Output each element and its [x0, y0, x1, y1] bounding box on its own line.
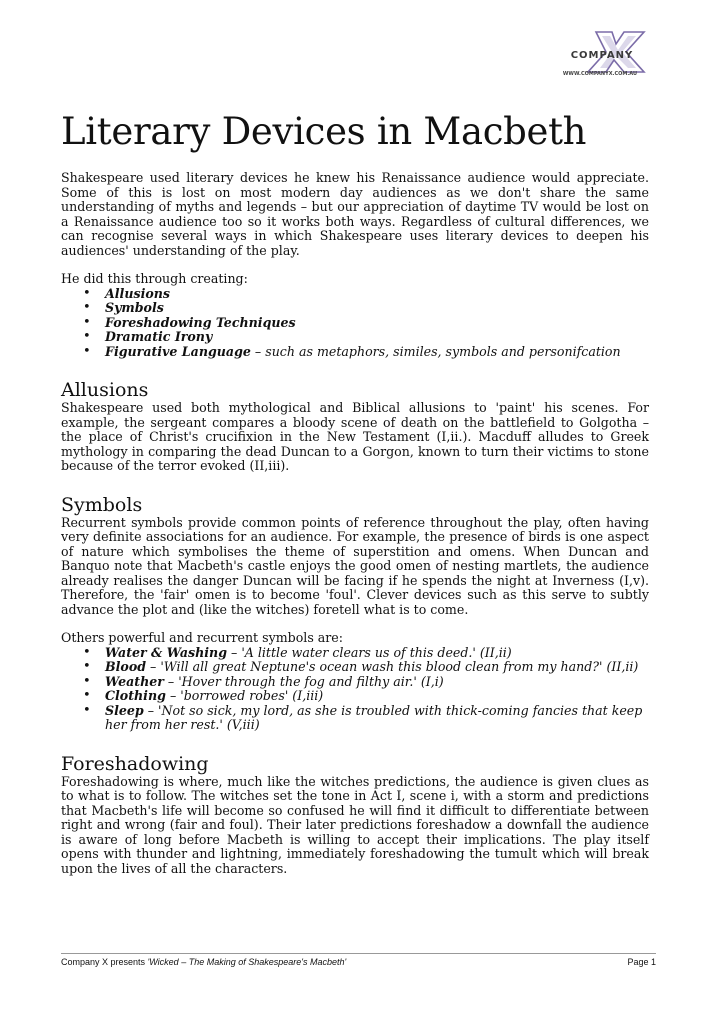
footer-credit: Company X presents 'Wicked – The Making of Shakespeare's Macbeth'	[61, 957, 347, 967]
foreshadowing-paragraph: Foreshadowing is where, much like the witches predictions, the audience is given clues as to what is to follow. The witches set the tone in Act I, scene i, with a storm and predictions that Macbeth's life will become so confused he will find it difficult to differentiate between right and wrong (fair and foul). Their later predictions foreshadow a downfall the audience is aware of long before Macbeth is willing to accept their implications. The play itself opens with thunder and lightning, immediately foreshadowing the tumult which will break upon the lives of all the characters.	[61, 773, 649, 876]
list-item: • Blood – 'Will all great Neptune's ocean wash this blood clean from my hand?' (II,ii)	[105, 660, 649, 675]
page-footer	[61, 953, 656, 967]
document-body	[61, 110, 649, 876]
footer-work-title: 'Wicked – The Making of Shakespeare's Macbeth'	[147, 957, 347, 967]
logo-url: WWW.COMPANYX.COM.AU	[562, 71, 638, 77]
foreshadowing-heading: Foreshadowing	[61, 752, 209, 775]
list-item: • Figurative Language – such as metaphors, similes, symbols and personifcation	[105, 345, 649, 360]
list-item: • Weather – 'Hover through the fog and filthy air.' (I,i)	[105, 675, 649, 690]
list-item: • Symbols	[105, 301, 649, 316]
symbols-lead: Others powerful and recurrent symbols are:	[61, 630, 344, 645]
list-item: • Water & Washing – 'A little water clears us of this deed.' (II,ii)	[105, 646, 649, 661]
symbols-list	[61, 646, 649, 733]
symbols-heading: Symbols	[61, 493, 143, 516]
page-title: Literary Devices in Macbeth	[61, 110, 587, 153]
list-item: • Foreshadowing Techniques	[105, 316, 649, 331]
list-item: • Allusions	[105, 287, 649, 302]
allusions-paragraph: Shakespeare used both mythological and Biblical allusions to 'paint' his scenes. For example, the sergeant compares a bloody scene of death on the battlefield to Golgotha – the place of Christ's crucifixion in the New Testament (I,ii.). Macduff alludes to Greek mythology in comparing the dead Duncan to a Gorgon, known to turn their victims to stone because of the terror evoked (II,iii).	[61, 400, 649, 473]
logo-word: COMPANY	[570, 50, 634, 61]
symbols-paragraph: Recurrent symbols provide common points of reference throughout the play, often having very definite associations for an audience. For example, the presence of birds is one aspect of nature which symbolises the theme of superstition and omens. When Duncan and Banquo note that Macbeth's castle enjoys the good omen of nesting martlets, the audience already realises the danger Duncan will be facing if he spends the night at Inverness (I,v). Therefore, the 'fair' omen is to become 'foul'. Clever devices such as this serve to subtly advance the plot and (like the witches) foretell what is to come.	[61, 514, 649, 617]
list-item: • Sleep – 'Not so sick, my lord, as she is troubled with thick-coming fancies that keep her from her rest.' (V,iii)	[105, 704, 649, 733]
devices-lead: He did this through creating:	[61, 271, 248, 286]
list-item: • Clothing – 'borrowed robes' (I,iii)	[105, 689, 649, 704]
devices-list	[61, 287, 649, 360]
intro-paragraph: Shakespeare used literary devices he knew his Renaissance audience would appreciate. Some of this is lost on most modern day audiences as we don't share the same understanding of myths and legends – but our appreciation of daytime TV would be lost on a Renaissance audience too so it works both ways. Regardless of cultural differences, we can recognise several ways in which Shakespeare uses literary devices to deepen his audiences' understanding of the play.	[61, 170, 649, 258]
company-x-logo	[552, 30, 648, 82]
page-number: Page 1	[627, 957, 656, 967]
list-item: • Dramatic Irony	[105, 330, 649, 345]
allusions-heading: Allusions	[61, 379, 149, 401]
